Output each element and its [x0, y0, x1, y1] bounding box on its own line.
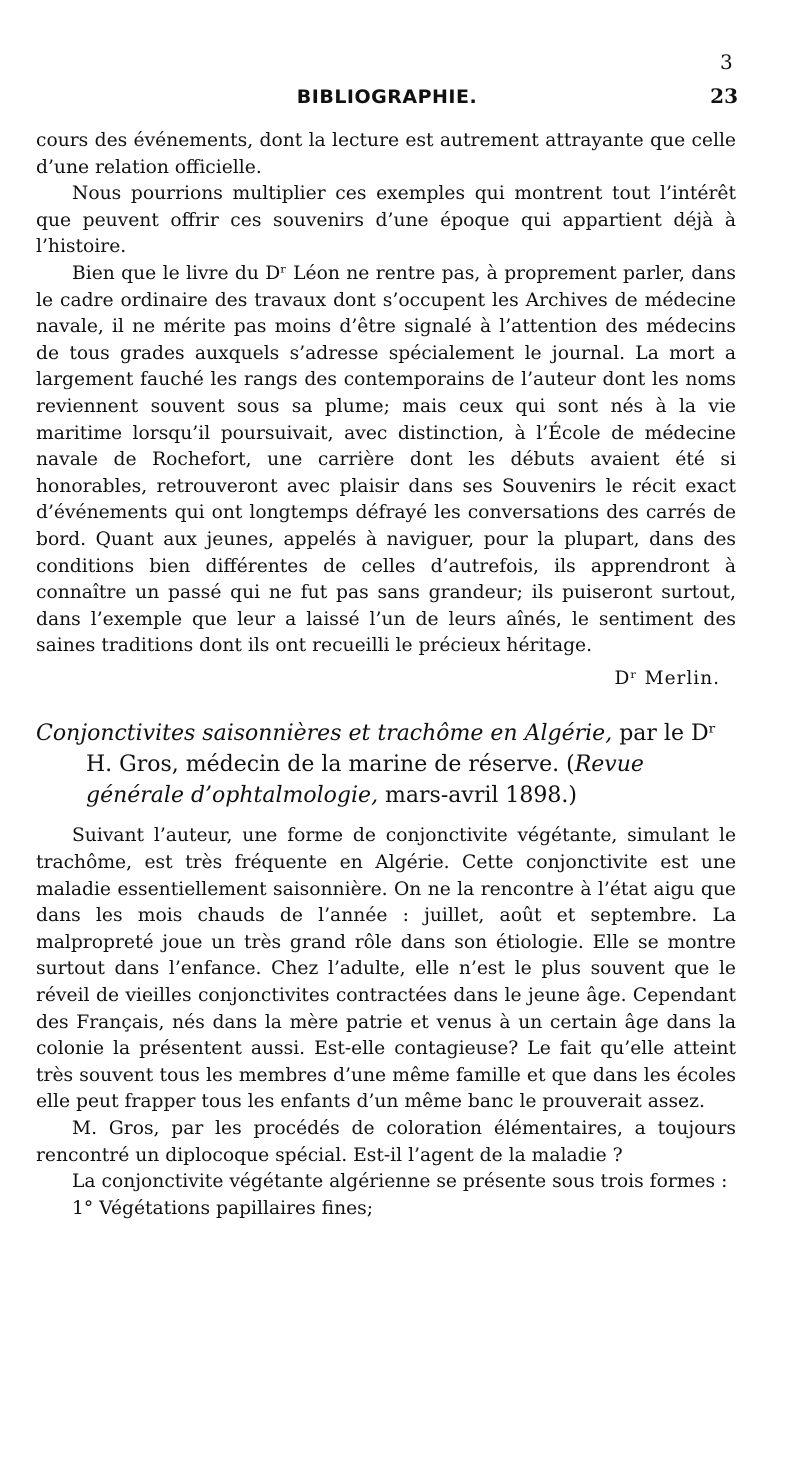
- review-date: mars-avril 1898.): [378, 783, 577, 809]
- abstract-paragraph-4: 1° Végétations papillaires fines;: [72, 1197, 374, 1219]
- paragraph-1: cours des événements, dont la lecture est autrement attrayante que celle d’une relation officielle.: [36, 130, 736, 178]
- paragraph-3: Bien que le livre du Dʳ Léon ne rentre pas, à proprement parler, dans le cadre ordinaire des travaux dont s’occupent les Archives de médecine navale, il ne mérite pas moins d’être signalé à l’attention des médecins de tous grades auxquels s’adresse spécialement le journal. La mort a largement fauché les rangs des contemporains de l’auteur dont les noms reviennent souvent sous sa plume; mais ceux qui sont nés à la vie maritime lorsqu’il poursuivait, avec distinction, à l’École de médecine navale de Rochefort, une carrière dont les débuts avaient été si honorables, retrouveront avec plaisir dans ses Souvenirs le récit exact d’événements qui ont longtemps défrayé les conversations des carrés de bord. Quant aux jeunes, appelés à naviguer, pour la plupart, dans des conditions bien différentes de celles d’autrefois, ils apprendront à connaître un passé qui ne fut pas sans grandeur; ils puiseront surtout, dans l’exemple que leur a laissé l’un de leurs aînés, le sentiment des saines traditions dont ils ont recueilli le précieux héritage.: [36, 262, 736, 657]
- running-title: BIBLIOGRAPHIE.: [296, 86, 478, 108]
- abstract-paragraph-3: La conjonctivite végétante algérienne se présente sous trois formes :: [72, 1171, 728, 1193]
- abstract-paragraph-1: Suivant l’auteur, une forme de conjonctivite végétante, simulant le trachôme, est très fréquente en Algérie. Cette conjonctivite est une maladie essentiellement saisonnière. On ne la rencontre à l’état aigu que dans les mois chauds de l’année : juillet, août et septembre. La malpropreté joue un très grand rôle dans son étiologie. Elle se montre surtout dans l’enfance. Chez l’adulte, elle n’est le plus souvent que le réveil de vieilles conjonctivites contractées dans le jeune âge. Cependant des Français, nés dans la mère patrie et venus à un certain âge dans la colonie la présentent aussi. Est-elle contagieuse? Le fait qu’elle atteint très souvent tous les membres d’une même famille et que dans les écoles elle peut frapper tous les enfants d’un même banc le prouverait assez.: [36, 825, 736, 1113]
- review-title: Conjonctivites saisonnières et trachôme en Algérie,: [36, 721, 613, 747]
- abstract-paragraph-2: M. Gros, par les procédés de coloration élémentaires, a toujours rencontré un diplocoque spécial. Est-il l’agent de la maladie ?: [36, 1118, 736, 1166]
- corner-mark: 3: [720, 50, 733, 74]
- signature: Dʳ Merlin.: [614, 667, 720, 689]
- review-heading: [36, 718, 736, 811]
- review-journal: Revue générale d’ophtalmologie,: [86, 752, 644, 809]
- page-number: 23: [710, 84, 738, 108]
- review-byline: par le Dʳ H. Gros, médecin de la marine de réserve. (: [86, 721, 717, 778]
- body-text: [36, 128, 736, 1222]
- running-header: [36, 82, 738, 112]
- paragraph-2: Nous pourrions multiplier ces exemples qui montrent tout l’intérêt que peuvent offrir ces souvenirs d’une époque qui appartient déjà à l’histoire.: [36, 183, 736, 258]
